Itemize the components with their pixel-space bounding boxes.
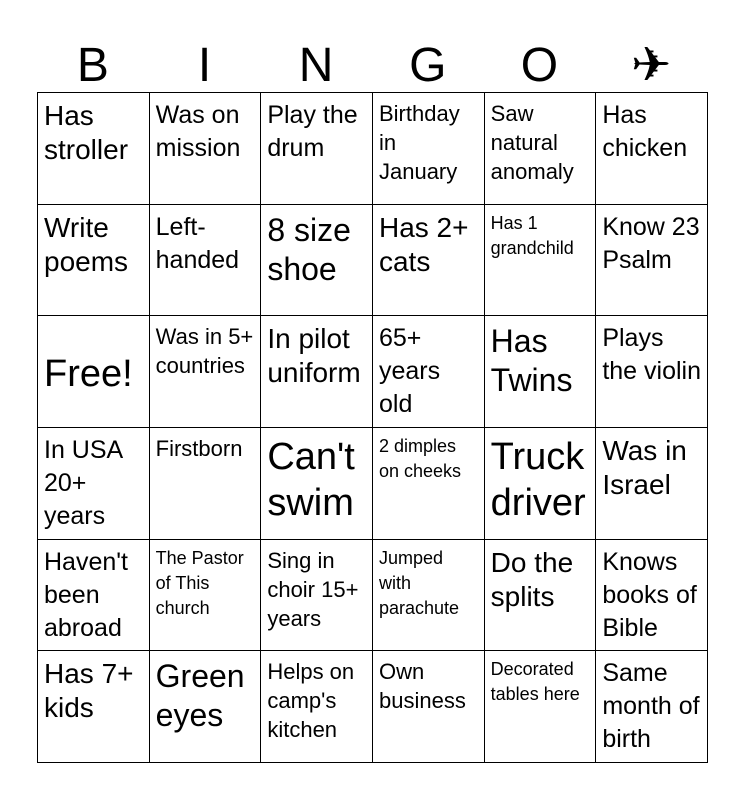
bingo-cell[interactable] <box>261 540 373 652</box>
header-letter-g: G <box>409 39 447 92</box>
cell-label: Jumped with parachute <box>378 547 460 618</box>
cell-label: Has 7+ kids <box>44 658 134 724</box>
cell-label: 65+ years old <box>378 324 441 419</box>
airplane-icon: ✈ <box>631 39 672 92</box>
cell-label: Free! <box>44 352 133 395</box>
cell-label: Has stroller <box>44 100 129 165</box>
cell-label: Decorated tables here <box>490 659 580 705</box>
cell-label: Truck driver <box>490 435 586 524</box>
bingo-cell[interactable] <box>485 428 597 540</box>
cell-label: Green eyes <box>155 658 245 734</box>
bingo-cell[interactable] <box>38 428 150 540</box>
cell-label: Plays the violin <box>602 324 701 386</box>
bingo-cell[interactable] <box>485 651 597 763</box>
header-letter-o: O <box>520 39 559 92</box>
cell-label: The Pastor of This church <box>155 547 244 618</box>
cell-label: Was on mission <box>155 101 241 162</box>
cell-label: Was in Israel <box>602 434 687 500</box>
bingo-cell[interactable] <box>150 651 262 763</box>
bingo-cell[interactable] <box>150 540 262 652</box>
bingo-cell[interactable] <box>485 540 597 652</box>
bingo-cell[interactable] <box>261 93 373 205</box>
bingo-grid <box>37 92 708 763</box>
cell-label: Write poems <box>44 211 129 277</box>
bingo-cell[interactable] <box>38 651 150 763</box>
cell-label: Know 23 Psalm <box>602 212 700 274</box>
bingo-cell[interactable] <box>150 428 262 540</box>
bingo-cell[interactable] <box>261 651 373 763</box>
bingo-cell[interactable] <box>373 651 485 763</box>
bingo-cell[interactable] <box>596 651 708 763</box>
bingo-cell[interactable] <box>38 540 150 652</box>
bingo-cell[interactable] <box>596 93 708 205</box>
cell-label: Has chicken <box>602 101 688 162</box>
cell-label: Own business <box>378 659 466 714</box>
bingo-cell[interactable] <box>373 428 485 540</box>
header-letter-i: I <box>197 39 212 92</box>
cell-label: In pilot uniform <box>267 323 361 389</box>
cell-label: 2 dimples on cheeks <box>378 435 462 481</box>
bingo-cell[interactable] <box>150 93 262 205</box>
bingo-cell[interactable] <box>596 205 708 317</box>
bingo-cell[interactable] <box>373 540 485 652</box>
bingo-cell[interactable] <box>596 316 708 428</box>
bingo-cell[interactable] <box>261 205 373 317</box>
cell-label: Has 1 grandchild <box>490 212 574 258</box>
cell-label: Haven't been abroad <box>44 547 128 642</box>
cell-label: Birthday in January <box>378 101 460 184</box>
cell-label: Saw natural anomaly <box>490 101 574 184</box>
cell-label: Has Twins <box>490 323 573 399</box>
cell-label: 8 size shoe <box>267 211 351 287</box>
bingo-cell[interactable] <box>485 205 597 317</box>
bingo-cell[interactable] <box>596 540 708 652</box>
cell-label: Play the drum <box>267 101 358 162</box>
bingo-cell[interactable] <box>261 316 373 428</box>
cell-label: Can't swim <box>267 435 355 524</box>
cell-label: Same month of birth <box>602 659 700 754</box>
bingo-cell[interactable] <box>485 93 597 205</box>
bingo-cell[interactable] <box>596 428 708 540</box>
bingo-cell[interactable] <box>373 316 485 428</box>
header-letter-b: B <box>76 39 109 92</box>
cell-label: Left-handed <box>155 212 240 274</box>
bingo-cell[interactable] <box>373 93 485 205</box>
bingo-cell-free[interactable] <box>38 316 150 428</box>
cell-label: Knows books of Bible <box>602 547 697 642</box>
cell-label: Helps on camp's kitchen <box>267 659 355 743</box>
bingo-cell[interactable] <box>38 205 150 317</box>
cell-label: Do the splits <box>490 546 574 612</box>
header-letter-n: N <box>298 39 334 92</box>
bingo-cell[interactable] <box>261 428 373 540</box>
cell-label: Has 2+ cats <box>378 211 469 277</box>
bingo-cell[interactable] <box>485 316 597 428</box>
bingo-cell[interactable] <box>373 205 485 317</box>
bingo-cell[interactable] <box>150 316 262 428</box>
cell-label: Sing in choir 15+ years <box>267 547 359 631</box>
bingo-header <box>37 36 707 92</box>
cell-label: Was in 5+ countries <box>155 324 254 379</box>
bingo-cell[interactable] <box>38 93 150 205</box>
cell-label: In USA 20+ years <box>44 435 122 530</box>
bingo-cell[interactable] <box>150 205 262 317</box>
cell-label: Firstborn <box>155 435 243 461</box>
